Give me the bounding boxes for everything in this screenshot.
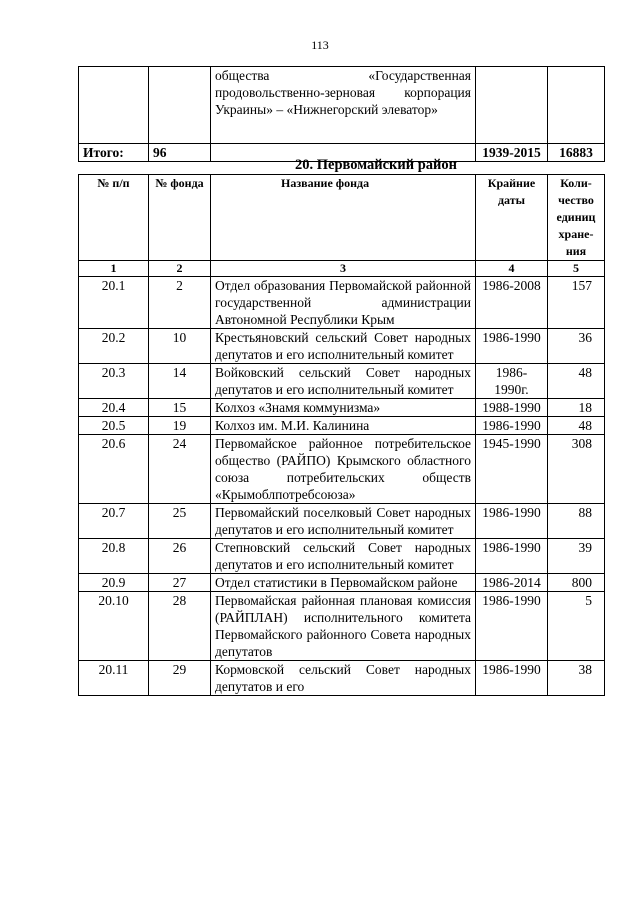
fund-name: Степновский сельский Совет народных депутатов и его исполнительный комитет — [211, 539, 476, 574]
table-row — [79, 399, 605, 417]
storage-units: 308 — [548, 435, 605, 504]
storage-units: 800 — [548, 574, 605, 592]
table-row — [79, 504, 605, 539]
storage-units: 88 — [548, 504, 605, 539]
fund-number: 2 — [149, 277, 211, 329]
fund-name: Отдел статистики в Первомайском районе — [211, 574, 476, 592]
column-number-row — [79, 261, 605, 277]
table-row — [79, 574, 605, 592]
date-range: 1986-1990 — [476, 504, 548, 539]
row-number: 20.11 — [79, 661, 149, 696]
fund-name: Крестьяновский сельский Совет народных депутатов и его исполнительный комитет — [211, 329, 476, 364]
storage-units: 18 — [548, 399, 605, 417]
row-number: 20.5 — [79, 417, 149, 435]
column-header: Коли-чество единиц хране-ния — [548, 175, 605, 261]
row-number: 20.7 — [79, 504, 149, 539]
storage-units: 39 — [548, 539, 605, 574]
table-cell — [149, 67, 211, 144]
date-range: 1986-2008 — [476, 277, 548, 329]
column-header: Крайние даты — [476, 175, 548, 261]
storage-units: 48 — [548, 417, 605, 435]
fund-name: Колхоз им. М.И. Калинина — [211, 417, 476, 435]
column-header: № фонда — [149, 175, 211, 261]
date-range: 1988-1990 — [476, 399, 548, 417]
fund-number: 27 — [149, 574, 211, 592]
continuation-table — [78, 66, 605, 162]
fund-number: 25 — [149, 504, 211, 539]
row-number: 20.1 — [79, 277, 149, 329]
funds-table — [78, 174, 605, 696]
table-header-row — [79, 175, 605, 261]
section-title — [78, 156, 604, 174]
fund-number: 24 — [149, 435, 211, 504]
total-units: 16883 — [548, 144, 605, 162]
section-title-text: 20. Первомайский район — [294, 157, 457, 173]
date-range: 1986-2014 — [476, 574, 548, 592]
fund-number: 14 — [149, 364, 211, 399]
column-number: 2 — [149, 261, 211, 277]
fund-number: 29 — [149, 661, 211, 696]
table-cell — [476, 67, 548, 144]
column-number: 5 — [548, 261, 605, 277]
column-header: Название фонда — [211, 175, 476, 261]
column-number: 3 — [211, 261, 476, 277]
fund-name: Войковский сельский Совет народных депутатов и его исполнительный комитет — [211, 364, 476, 399]
fund-name: Первомайская районная плановая комиссия (РАЙПЛАН) исполнительного комитета Первомайского районного Совета народных депутатов — [211, 592, 476, 661]
table-row — [79, 417, 605, 435]
fund-name: Первомайский поселковый Совет народных депутатов и его исполнительный комитет — [211, 504, 476, 539]
row-number: 20.9 — [79, 574, 149, 592]
fund-name: Колхоз «Знамя коммунизма» — [211, 399, 476, 417]
fund-name: Кормовской сельский Совет народных депутатов и его — [211, 661, 476, 696]
column-number: 1 — [79, 261, 149, 277]
fund-number: 15 — [149, 399, 211, 417]
date-range: 1986-1990 — [476, 592, 548, 661]
fund-number: 28 — [149, 592, 211, 661]
date-range: 1986-1990 — [476, 417, 548, 435]
table-row — [79, 539, 605, 574]
fund-name: Первомайское районное потребительское общество (РАЙПО) Крымского областного союза потребительских обществ «Крымоблпотребсоюза» — [211, 435, 476, 504]
table-row — [79, 435, 605, 504]
storage-units: 48 — [548, 364, 605, 399]
storage-units: 36 — [548, 329, 605, 364]
page-number: 113 — [311, 38, 329, 52]
table-cell — [79, 67, 149, 144]
row-number: 20.6 — [79, 435, 149, 504]
storage-units: 5 — [548, 592, 605, 661]
column-header: № п/п — [79, 175, 149, 261]
row-number: 20.4 — [79, 399, 149, 417]
storage-units: 38 — [548, 661, 605, 696]
table-row — [79, 661, 605, 696]
date-range: 1945-1990 — [476, 435, 548, 504]
row-number: 20.3 — [79, 364, 149, 399]
total-years: 1939-2015 — [476, 144, 548, 162]
table-row — [79, 592, 605, 661]
date-range: 1986-1990 — [476, 661, 548, 696]
fund-number: 26 — [149, 539, 211, 574]
table-row — [79, 329, 605, 364]
column-number: 4 — [476, 261, 548, 277]
fund-number: 10 — [149, 329, 211, 364]
total-label: Итого: — [79, 144, 149, 162]
total-funds: 96 — [149, 144, 211, 162]
table-row — [79, 277, 605, 329]
date-range: 1986-1990 — [476, 539, 548, 574]
table-row — [79, 67, 605, 144]
row-number: 20.8 — [79, 539, 149, 574]
row-number: 20.10 — [79, 592, 149, 661]
row-number: 20.2 — [79, 329, 149, 364]
storage-units: 157 — [548, 277, 605, 329]
table-cell — [548, 67, 605, 144]
table-row — [79, 364, 605, 399]
date-range: 1986-1990г. — [476, 364, 548, 399]
fund-number: 19 — [149, 417, 211, 435]
fund-name-cell: общества «Государственная продовольственно-зерновая корпорация Украины» – «Нижнегорский элеватор» — [211, 67, 476, 144]
date-range: 1986-1990 — [476, 329, 548, 364]
fund-name: Отдел образования Первомайской районной государственной администрации Автономной Республики Крым — [211, 277, 476, 329]
